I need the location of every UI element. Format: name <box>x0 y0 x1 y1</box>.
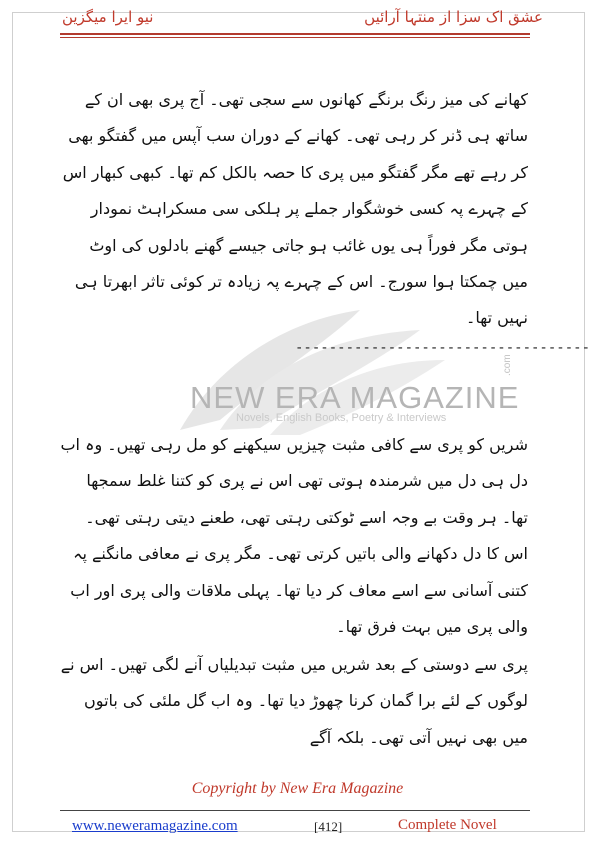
watermark-suffix: .com <box>502 354 513 376</box>
page-number: [412] <box>314 819 343 834</box>
website-link[interactable]: www.neweramagazine.com <box>72 818 238 834</box>
header-rule-thin <box>60 37 530 38</box>
paragraph-shireen: شریں کو پری سے کافی مثبت چیزیں سیکھنے کو مل رہی تھیں۔ وہ اب دل ہی دل میں شرمندہ ہوتی تھی اس نے پری کو کتنا غلط سمجھا تھا۔ ہر وقت بے وجہ اسے ٹوکتی رہتی تھی، طعنے دیتی رہتی تھی۔ اس کا دل دکھانے والی باتیں کرتی تھی۔ مگر پری نے معافی مانگنے پہ کتنی آسانی سے اسے معاف کر دیا تھا۔ پہلی ملاقات والی پری اور اب والی پری میں بہت فرق تھا۔ <box>60 435 528 637</box>
header-novel-title: عشق اک سزا از منتہا آرائیں <box>364 8 543 26</box>
paragraph-friendship: پری سے دوستی کے بعد شریں میں مثبت تبدیلیاں آنے لگی تھیں۔ اس نے لوگوں کے لئے برا گمان کرنا چھوڑ دیا تھا۔ وہ اب گل ملئی کی باتوں میں بھی نہیں آتی تھی۔ بلکہ آگے <box>60 655 528 747</box>
paragraph-dinner: کھانے کی میز رنگ برنگے کھانوں سے سجی تھی۔ آج پری بھی ان کے ساتھ ہی ڈنر کر رہی تھی۔ کھانے کے دوران سب آپس میں گفتگو بھی کر رہے تھے مگر گفتگو میں پری کا حصہ بالکل کم تھا۔ کبھی کبھار اس کے چہرے پہ کسی خوشگوار جملے پر ہلکی سی مسکراہٹ نمودار ہوتی مگر فوراً ہی یوں غائب ہو جاتی جیسے گھنے بادلوں کی اوٹ میں چمکتا ہوا سورج۔ اس کے چہرے پہ زیادہ تر کوئی تاثر ابھرتا ہی نہیں تھا۔ <box>62 90 528 328</box>
header-rule <box>60 33 530 35</box>
footer-rule <box>60 810 530 811</box>
header-magazine-title: نیو ایرا میگزین <box>62 8 154 26</box>
section-separator: ----------------------------------- <box>295 340 591 356</box>
copyright-notice: Copyright by New Era Magazine <box>191 780 404 797</box>
watermark-subtext: Novels, English Books, Poetry & Interviews <box>236 412 447 424</box>
watermark-text: NEW ERA MAGAZINE <box>190 380 520 415</box>
footer-novel-label: Complete Novel <box>398 817 497 833</box>
